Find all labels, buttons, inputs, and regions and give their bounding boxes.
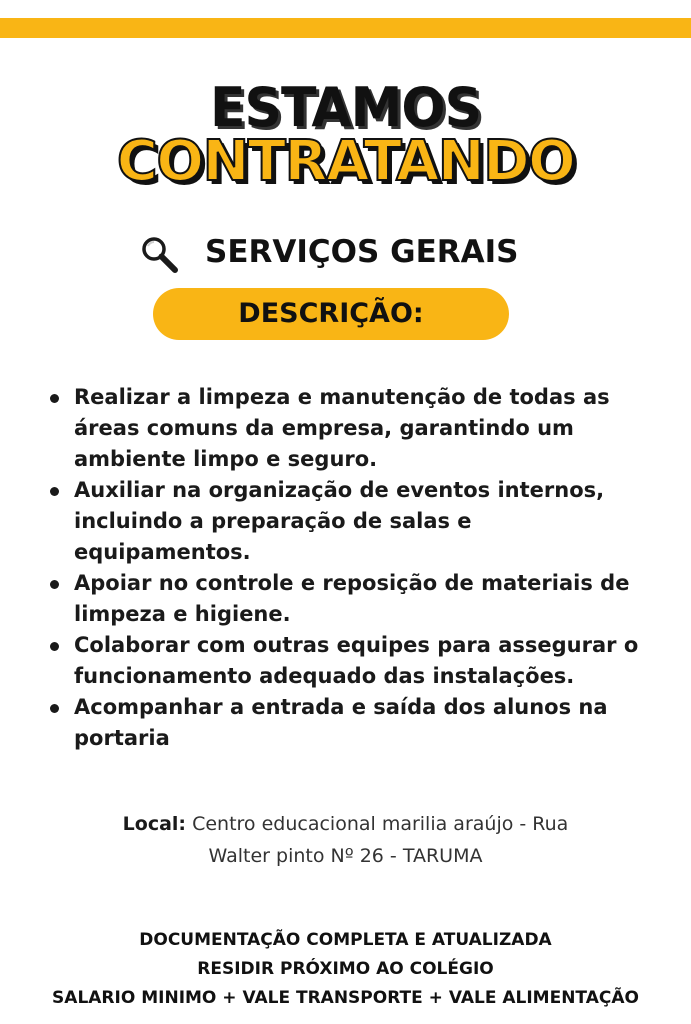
headline-contratando: CONTRATANDO [116, 129, 575, 194]
role-title: SERVIÇOS GERAIS [205, 234, 519, 270]
location-block [60, 808, 631, 872]
bullet [50, 487, 59, 496]
duty-text: Apoiar no controle e reposição de materiais de limpeza e higiene. [74, 571, 630, 626]
list-item [48, 568, 648, 630]
list-item [48, 630, 648, 692]
duty-text: Colaborar com outras equipes para assegurar o funcionamento adequado das instalações. [74, 633, 639, 688]
list-item [48, 382, 648, 475]
duty-text: Realizar a limpeza e manutenção de todas as áreas comuns da empresa, garantindo um ambiente limpo e seguro. [74, 385, 610, 471]
requirement-line: RESIDIR PRÓXIMO AO COLÉGIO [197, 959, 494, 979]
list-item [48, 475, 648, 568]
bullet [50, 580, 59, 589]
requirements-block [0, 926, 691, 1013]
bullet [50, 642, 59, 651]
description-pill: DESCRIÇÃO: [153, 288, 509, 340]
requirement-line: SALARIO MINIMO + VALE TRANSPORTE + VALE ALIMENTAÇÃO [52, 988, 639, 1008]
search-icon [138, 234, 180, 276]
location-label: Local: [122, 813, 187, 835]
duties-list [48, 382, 648, 754]
top-accent-bar [0, 18, 691, 38]
location-line-2: Walter pinto Nº 26 - TARUMA [208, 845, 483, 867]
bullet [50, 704, 59, 713]
duty-text: Acompanhar a entrada e saída dos alunos na portaria [74, 695, 608, 750]
bullet [50, 394, 59, 403]
list-item [48, 692, 648, 754]
role-row [0, 226, 691, 276]
duty-text: Auxiliar na organização de eventos internos, incluindo a preparação de salas e equipamentos. [74, 478, 605, 564]
location-line-1: Centro educacional marilia araújo - Rua [192, 813, 569, 835]
requirement-line: DOCUMENTAÇÃO COMPLETA E ATUALIZADA [139, 930, 552, 950]
headline-estamos: ESTAMOS [209, 76, 482, 140]
